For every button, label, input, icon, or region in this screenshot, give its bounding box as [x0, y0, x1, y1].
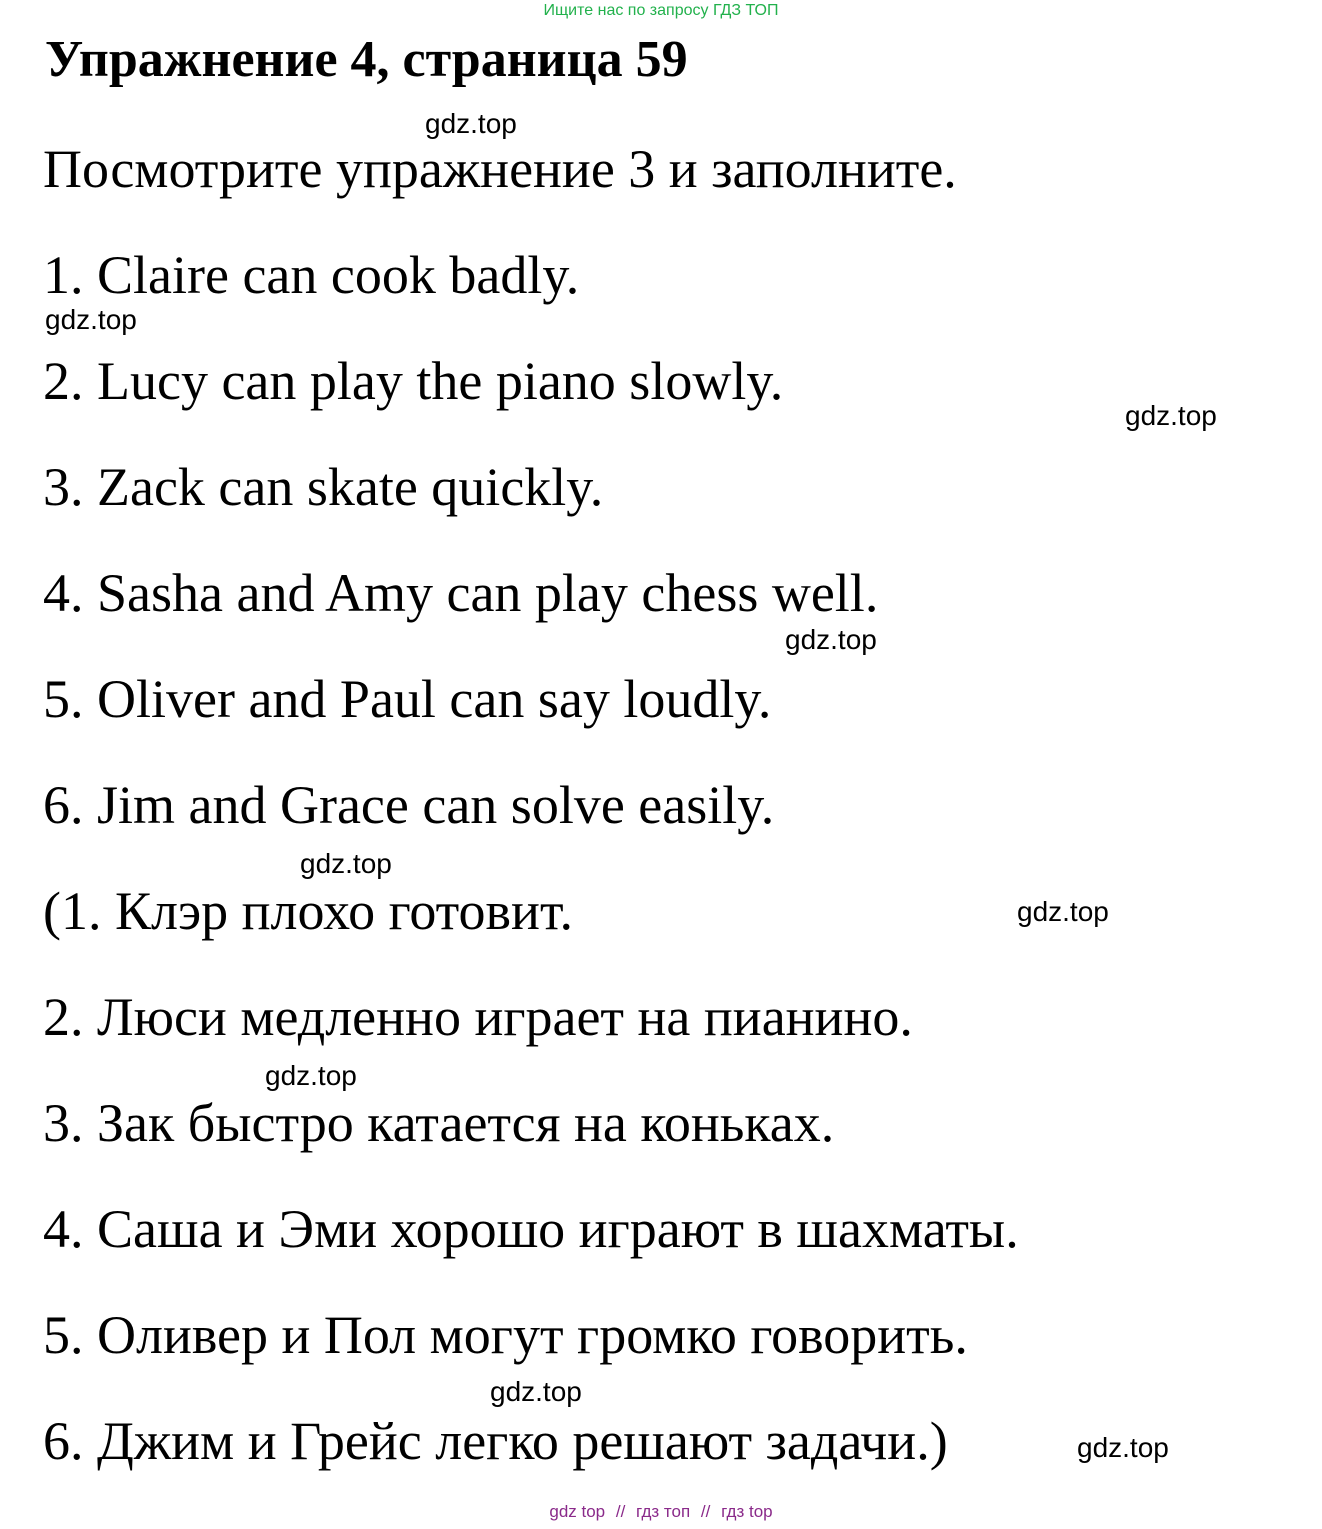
footer-separator: //: [615, 1502, 626, 1521]
russian-line-3: 3. Зак быстро катается на коньках.: [43, 1093, 835, 1153]
watermark: gdz.top: [1017, 896, 1109, 927]
russian-line-4: 4. Саша и Эми хорошо играют в шахматы.: [43, 1199, 1019, 1259]
watermark: gdz.top: [1077, 1432, 1169, 1463]
instruction-text: Посмотрите упражнение 3 и заполните.: [43, 139, 957, 199]
watermark: gdz.top: [265, 1060, 357, 1091]
watermark: gdz.top: [785, 624, 877, 655]
english-line-4: 4. Sasha and Amy can play chess well.: [43, 563, 879, 623]
english-line-1: 1. Claire can cook badly.: [43, 245, 580, 305]
page-title: Упражнение 4, страница 59: [45, 31, 688, 88]
footer-link-1[interactable]: gdz top: [549, 1502, 606, 1521]
english-line-2: 2. Lucy can play the piano slowly.: [43, 351, 784, 411]
footer-link-3[interactable]: гдз top: [721, 1502, 773, 1521]
footer-separator: //: [700, 1502, 711, 1521]
footer-link-2[interactable]: гдз топ: [636, 1502, 691, 1521]
english-line-6: 6. Jim and Grace can solve easily.: [43, 775, 775, 835]
russian-line-5: 5. Оливер и Пол могут громко говорить.: [43, 1305, 968, 1365]
english-line-3: 3. Zack can skate quickly.: [43, 457, 604, 517]
top-banner: Ищите нас по запросу ГДЗ ТОП: [543, 2, 779, 19]
watermark: gdz.top: [300, 848, 392, 879]
watermark: gdz.top: [1125, 400, 1217, 431]
russian-line-6: 6. Джим и Грейс легко решают задачи.): [43, 1411, 948, 1471]
english-line-5: 5. Oliver and Paul can say loudly.: [43, 669, 772, 729]
watermark: gdz.top: [425, 108, 517, 139]
footer-links: [0, 1502, 1322, 1522]
watermark: gdz.top: [490, 1376, 582, 1407]
russian-line-2: 2. Люси медленно играет на пианино.: [43, 987, 913, 1047]
watermark: gdz.top: [45, 304, 137, 335]
russian-line-1: (1. Клэр плохо готовит.: [43, 881, 573, 941]
